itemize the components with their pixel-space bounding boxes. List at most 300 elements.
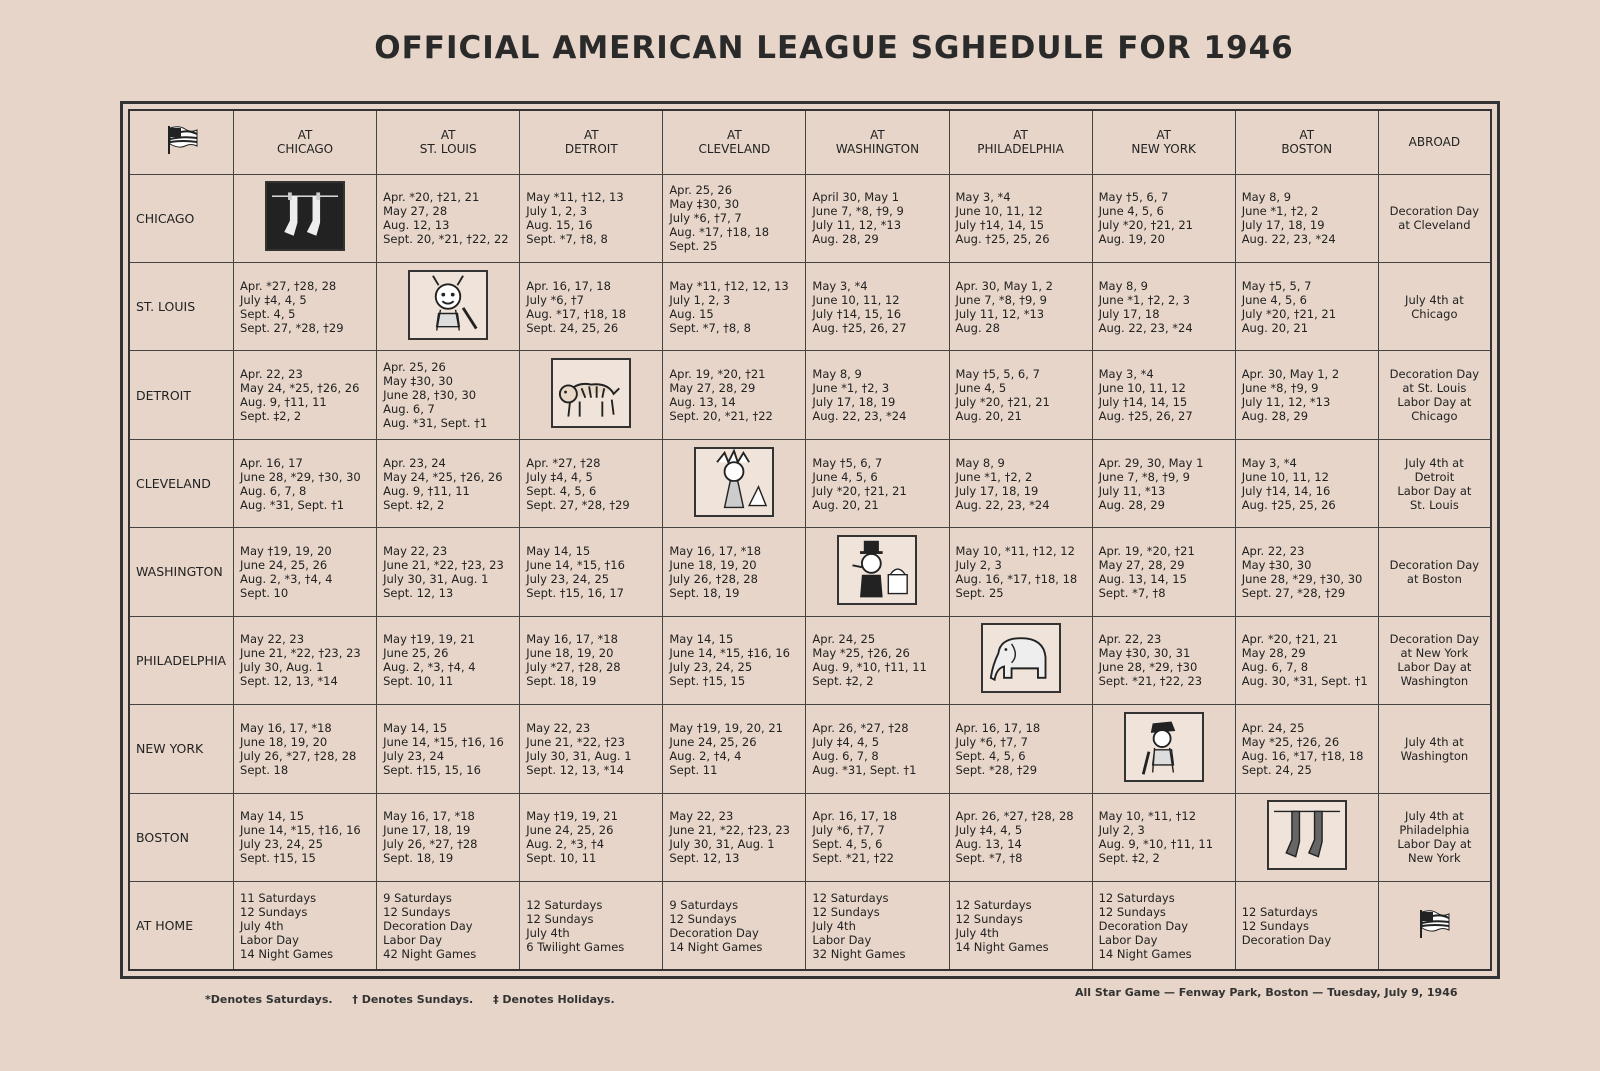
game-date-line: July 26, †28, 28: [669, 571, 758, 586]
game-date-line: July 2, 3: [1098, 823, 1145, 838]
mascot-cell: [234, 174, 377, 262]
game-date-line: Aug. *31, Sept. †1: [383, 416, 488, 431]
game-date-line: Aug. 12, 13: [383, 218, 450, 233]
home-summary-line: 9 Saturdays: [669, 897, 739, 912]
game-dates-cell: [806, 793, 949, 881]
game-dates-cell: [377, 439, 520, 527]
game-date-line: Sept. †15, 15, 16: [383, 762, 481, 777]
game-date-line: July *6, †7, 7: [955, 734, 1028, 749]
game-date-line: June 28, *29, †30, 30: [1241, 571, 1363, 586]
column-header-chicago: [234, 110, 377, 174]
abroad-line: Labor Day at: [1397, 660, 1472, 675]
game-date-line: June 28, *29, †30: [1098, 660, 1198, 675]
schedule-row-cleveland: [129, 439, 1491, 527]
game-date-line: May 24, *25, †26, 26: [240, 381, 360, 396]
flag-cell: [1378, 882, 1491, 971]
game-date-line: May †19, 19, 21: [383, 632, 475, 647]
schedule-row-new-york: [129, 705, 1491, 793]
game-date-line: July 26, *27, †28: [383, 837, 478, 852]
game-date-line: Sept. 25: [669, 239, 718, 254]
all-star-note: All Star Game — Fenway Park, Boston — Tuesday, July 9, 1946: [1075, 986, 1458, 999]
game-date-line: Sept. *28, †29: [955, 762, 1038, 777]
game-date-line: June 7, *8, †9, 9: [812, 204, 904, 219]
game-dates-cell: [806, 174, 949, 262]
game-date-line: Apr. 22, 23: [240, 367, 303, 382]
game-date-line: May 22, 23: [526, 720, 591, 735]
abroad-line: Decoration Day: [1389, 632, 1480, 647]
game-date-line: June 24, 25, 26: [526, 823, 614, 838]
abroad-cell: [1378, 705, 1491, 793]
game-date-line: Aug. 13, 14: [669, 395, 736, 410]
game-date-line: Sept. 10, 11: [383, 674, 454, 689]
game-date-line: July *20, †21, 21: [955, 395, 1050, 410]
game-date-line: May 16, 17, *18: [669, 543, 762, 558]
game-date-line: June *1, †2, 2: [1241, 204, 1319, 219]
row-header: CHICAGO: [129, 174, 234, 262]
game-date-line: Sept. 27, *28, †29: [526, 497, 630, 512]
game-date-line: May 22, 23: [669, 809, 734, 824]
game-dates-cell: [377, 351, 520, 439]
game-dates-cell: [520, 528, 663, 616]
game-date-line: June 18, 19, 20: [669, 557, 757, 572]
game-date-line: May †5, 5, 6, 7: [955, 367, 1040, 382]
game-dates-cell: [663, 528, 806, 616]
game-date-line: Sept. 12, 13, *14: [240, 674, 338, 689]
game-date-line: July ‡4, 4, 5: [955, 823, 1023, 838]
game-dates-cell: [806, 351, 949, 439]
game-date-line: June 28, *29, †30, 30: [240, 469, 361, 484]
abroad-line: Decoration Day: [1389, 557, 1480, 572]
game-date-line: Apr. 30, May 1, 2: [1241, 367, 1340, 382]
column-header-at: AT: [727, 128, 742, 143]
abroad-cell: [1378, 174, 1491, 262]
home-summary-cell: [949, 882, 1092, 971]
abroad-line: Decoration Day: [1389, 204, 1480, 219]
column-header-team: DETROIT: [564, 142, 618, 157]
game-date-line: May 8, 9: [1098, 278, 1148, 293]
game-date-line: May ‡30, 30, 31: [1098, 646, 1191, 661]
game-date-line: June 21, *22, †23: [526, 734, 625, 749]
game-date-line: June 14, *15, †16, 16: [383, 734, 504, 749]
game-date-line: June 4, 5, 6: [812, 469, 878, 484]
home-summary-line: Decoration Day: [1098, 918, 1189, 933]
game-dates-cell: [377, 174, 520, 262]
game-date-line: Aug. 9, †11, 11: [240, 395, 327, 410]
game-date-line: July 30, 31, Aug. 1: [526, 748, 632, 763]
game-date-line: Sept. 27, *28, †29: [1241, 585, 1346, 600]
game-date-line: June 7, *8, †9, 9: [955, 292, 1047, 307]
legend-sundays: † Denotes Sundays.: [352, 993, 474, 1006]
game-date-line: July *20, †21, 21: [1241, 306, 1337, 321]
game-date-line: May 27, 28, 29: [1098, 557, 1185, 572]
game-date-line: Sept. *7, †8, 8: [526, 232, 608, 247]
game-date-line: May 8, 9: [955, 455, 1005, 470]
game-date-line: Aug. 30, *31, Sept. †1: [1241, 674, 1368, 689]
game-date-line: July †14, 15, 16: [812, 306, 902, 321]
home-summary-line: July 4th: [526, 925, 570, 940]
game-date-line: Apr. 16, 17: [240, 455, 303, 470]
column-header-team: ST. LOUIS: [419, 142, 477, 157]
row-header: CLEVELAND: [129, 439, 234, 527]
game-date-line: July 23, 24, 25: [669, 660, 753, 675]
game-dates-cell: [234, 616, 377, 704]
game-date-line: May 10, *11, †12: [1098, 809, 1197, 824]
home-summary-line: 14 Night Games: [955, 939, 1049, 954]
game-dates-cell: [949, 174, 1092, 262]
game-date-line: July †14, 14, 15: [1098, 395, 1188, 410]
game-date-line: Aug. 2, *3, †4, 4: [383, 660, 476, 675]
abroad-line: Chicago: [1411, 306, 1458, 321]
game-date-line: Apr. 30, May 1, 2: [955, 278, 1053, 293]
game-date-line: Sept. *7, †8: [955, 851, 1023, 866]
game-dates-cell: [1092, 616, 1235, 704]
game-dates-cell: [1235, 351, 1378, 439]
indian-icon: [694, 447, 774, 517]
game-date-line: Aug. *17, †18, 18: [526, 306, 627, 321]
home-summary-line: 11 Saturdays: [240, 890, 317, 905]
schedule-row-boston: [129, 793, 1491, 881]
game-date-line: June 4, 5, 6: [1241, 292, 1307, 307]
home-summary-line: 12 Sundays: [812, 904, 880, 919]
game-date-line: Sept. 12, 13, *14: [526, 762, 624, 777]
game-date-line: June 25, 26: [383, 646, 449, 661]
game-date-line: Apr. 16, 17, 18: [955, 720, 1041, 735]
home-summary-line: Labor Day: [240, 932, 299, 947]
game-date-line: May 16, 17, *18: [240, 720, 332, 735]
game-date-line: Sept. 18, 19: [526, 674, 597, 689]
game-date-line: May †19, 19, 20, 21: [669, 720, 783, 735]
game-date-line: Aug. *31, Sept. †1: [812, 762, 917, 777]
home-summary-line: 32 Night Games: [812, 946, 906, 961]
abroad-line: Labor Day at: [1397, 483, 1472, 498]
game-date-line: Aug. 20, 21: [812, 497, 879, 512]
column-header-at: AT: [297, 128, 313, 143]
game-date-line: July ‡4, 4, 5: [240, 292, 307, 307]
game-date-line: Sept. 18, 19: [383, 851, 454, 866]
home-summary-cell: [520, 882, 663, 971]
game-date-line: July ‡4, 4, 5: [526, 469, 593, 484]
game-dates-cell: [520, 793, 663, 881]
game-date-line: Sept. ‡2, 2: [1098, 851, 1160, 866]
abroad-line: Washington: [1400, 748, 1469, 763]
game-date-line: Sept. 12, 13: [669, 851, 740, 866]
column-header-at: AT: [1156, 128, 1171, 143]
game-dates-cell: [1235, 174, 1378, 262]
game-date-line: June 10, 11, 12: [955, 204, 1043, 219]
game-date-line: Apr. 25, 26: [669, 183, 733, 198]
game-date-line: Sept. 4, 5, 6: [526, 483, 597, 498]
schedule-row-st-louis: [129, 262, 1491, 350]
game-date-line: July *6, †7, 7: [812, 823, 885, 838]
game-date-line: June 14, *15, †16: [526, 557, 625, 572]
game-date-line: Aug. 28, 29: [812, 232, 879, 247]
legend: [205, 993, 631, 1006]
game-dates-cell: [1235, 262, 1378, 350]
game-date-line: Apr. *20, †21, 21: [1241, 632, 1338, 647]
game-dates-cell: [806, 262, 949, 350]
game-date-line: June 21, *22, †23, 23: [240, 646, 361, 661]
game-date-line: Apr. 23, 24: [383, 455, 446, 470]
game-date-line: Sept. *21, †22: [812, 851, 894, 866]
corner-flag-cell: [129, 110, 234, 174]
home-summary-line: Labor Day: [383, 932, 443, 947]
abroad-cell: [1378, 262, 1491, 350]
at-home-row: [129, 882, 1491, 971]
game-dates-cell: [520, 705, 663, 793]
game-date-line: June *1, †2, 2: [955, 469, 1033, 484]
column-header-team: BOSTON: [1281, 142, 1333, 157]
game-date-line: Sept. ‡2, 2: [383, 497, 445, 512]
column-header-cleveland: [663, 110, 806, 174]
game-date-line: Aug. 22, 23, *24: [1241, 232, 1336, 247]
game-date-line: July *6, †7: [526, 292, 584, 307]
game-date-line: July 1, 2, 3: [526, 204, 588, 219]
home-summary-line: 12 Sundays: [669, 911, 737, 926]
game-date-line: Aug. 22, 23, *24: [1098, 320, 1193, 335]
game-date-line: May †5, 5, 7: [1241, 278, 1312, 293]
game-date-line: July 23, 24, 25: [240, 837, 323, 852]
game-dates-cell: [377, 793, 520, 881]
game-date-line: Sept. 18, 19: [669, 585, 740, 600]
game-date-line: Aug. 9, *10, †11, 11: [812, 660, 927, 675]
game-dates-cell: [663, 262, 806, 350]
game-date-line: Sept. 10, 11: [526, 851, 597, 866]
game-dates-cell: [377, 528, 520, 616]
game-date-line: Aug. †25, 25, 26: [955, 232, 1050, 247]
game-date-line: July *20, †21, 21: [1098, 218, 1193, 233]
game-date-line: May ‡30, 30: [669, 197, 740, 212]
legend-saturdays: *Denotes Saturdays.: [205, 993, 333, 1006]
game-dates-cell: [520, 616, 663, 704]
game-dates-cell: [377, 705, 520, 793]
game-date-line: Apr. 26, *27, †28, 28: [955, 809, 1074, 824]
game-date-line: Aug. 13, 14, 15: [1098, 571, 1187, 586]
game-date-line: May 14, 15: [240, 809, 305, 824]
home-summary-line: Labor Day: [1098, 932, 1158, 947]
game-date-line: Sept. *21, †22, 23: [1098, 674, 1203, 689]
game-date-line: July 30, Aug. 1: [240, 660, 324, 675]
game-date-line: Sept. ‡2, 2: [240, 409, 302, 424]
game-date-line: May 3, *4: [1241, 455, 1297, 470]
game-date-line: July *20, †21, 21: [812, 483, 907, 498]
game-date-line: Sept. 24, 25, 26: [526, 320, 619, 335]
game-date-line: Aug. 16, *17, †18, 18: [1241, 748, 1364, 763]
game-dates-cell: [520, 439, 663, 527]
game-date-line: July 23, 24: [383, 748, 445, 763]
game-date-line: Aug. 2, *3, †4: [526, 837, 605, 852]
game-date-line: June *1, †2, 2, 3: [1098, 292, 1190, 307]
column-header-at: AT: [583, 128, 599, 143]
home-summary-line: 12 Sundays: [1098, 904, 1166, 919]
home-summary-line: 12 Sundays: [955, 911, 1023, 926]
game-date-line: Aug. 6, 7, 8: [1241, 660, 1309, 675]
game-date-line: June 24, 25, 26: [669, 734, 757, 749]
game-dates-cell: [949, 705, 1092, 793]
game-date-line: July *6, †7, 7: [669, 211, 742, 226]
column-header-at: AT: [1013, 128, 1028, 143]
game-date-line: Apr. 19, *20, †21: [669, 367, 766, 382]
game-date-line: Aug. 28, 29: [1098, 497, 1165, 512]
game-date-line: Aug. 20, 21: [955, 409, 1022, 424]
game-date-line: Sept. 4, 5, 6: [955, 748, 1026, 763]
schedule-row-chicago: [129, 174, 1491, 262]
game-date-line: Apr. 16, 17, 18: [812, 809, 898, 824]
game-dates-cell: [1092, 793, 1235, 881]
game-dates-cell: [1092, 528, 1235, 616]
game-date-line: July 17, 18, 19: [1241, 218, 1325, 233]
column-header-detroit: [520, 110, 663, 174]
game-dates-cell: [663, 616, 806, 704]
game-date-line: Aug. 6, 7, 8: [812, 748, 879, 763]
game-date-line: June 14, *15, †16, 16: [240, 823, 361, 838]
game-date-line: Aug. 6, 7: [383, 402, 435, 417]
home-summary-cell: [663, 882, 806, 971]
game-date-line: Sept. 24, 25: [1241, 762, 1312, 777]
abroad-line: Philadelphia: [1399, 823, 1470, 838]
row-header: WASHINGTON: [129, 528, 234, 616]
game-date-line: Apr. 29, 30, May 1: [1098, 455, 1204, 470]
game-date-line: Aug. †25, 26, 27: [812, 320, 907, 335]
game-date-line: June 4, 5, 6: [1098, 204, 1164, 219]
game-date-line: May 8, 9: [812, 367, 862, 382]
home-summary-line: 12 Saturdays: [1241, 904, 1318, 919]
game-date-line: Aug. 22, 23, *24: [955, 497, 1050, 512]
mascot-cell: [806, 528, 949, 616]
home-summary-line: Decoration Day: [383, 918, 473, 933]
abroad-line: July 4th at: [1405, 455, 1464, 470]
abroad-line: at Boston: [1406, 571, 1462, 586]
game-date-line: July 17, 18: [1098, 306, 1160, 321]
game-dates-cell: [663, 793, 806, 881]
header-row: [129, 110, 1491, 174]
game-date-line: Aug. 22, 23, *24: [812, 409, 907, 424]
game-date-line: Aug. 19, 20: [1098, 232, 1165, 247]
game-date-line: Aug. 6, 7, 8: [240, 483, 307, 498]
game-date-line: Apr. 24, 25: [812, 632, 876, 647]
game-dates-cell: [949, 528, 1092, 616]
abroad-line: at Cleveland: [1398, 218, 1471, 233]
game-date-line: Aug. 9, *10, †11, 11: [1098, 837, 1214, 852]
game-date-line: May ‡30, 30: [1241, 557, 1312, 572]
game-dates-cell: [1235, 616, 1378, 704]
game-date-line: June 18, 19, 20: [240, 734, 328, 749]
game-date-line: June 14, *15, ‡16, 16: [669, 646, 790, 661]
mascot-cell: [663, 439, 806, 527]
game-date-line: June *1, †2, 3: [812, 381, 890, 396]
game-date-line: Aug. 2, †4, 4: [669, 748, 742, 763]
game-date-line: May 16, 17, *18: [526, 632, 618, 647]
white-sox-icon: [265, 181, 345, 251]
game-dates-cell: [234, 705, 377, 793]
home-summary-line: 12 Saturdays: [955, 897, 1032, 912]
game-date-line: June 18, 19, 20: [526, 646, 614, 661]
game-date-line: July 30, 31, Aug. 1: [383, 571, 489, 586]
game-date-line: May 3, *4: [1098, 367, 1154, 382]
game-date-line: Aug. 28: [955, 320, 1000, 335]
game-date-line: June 21, *22, †23, 23: [669, 823, 790, 838]
game-date-line: Sept. †15, 16, 17: [526, 585, 624, 600]
game-date-line: Sept. *7, †8: [1098, 585, 1166, 600]
game-date-line: July 11, 12, *13: [812, 218, 902, 233]
row-header: BOSTON: [129, 793, 234, 881]
mascot-cell: [949, 616, 1092, 704]
game-date-line: June 21, *22, †23, 23: [383, 557, 504, 572]
game-date-line: July 17, 18, 19: [955, 483, 1039, 498]
game-date-line: May 14, 15: [526, 543, 591, 558]
abroad-cell: [1378, 351, 1491, 439]
row-header: PHILADELPHIA: [129, 616, 234, 704]
game-date-line: Aug. 15, 16: [526, 218, 593, 233]
game-date-line: June 10, 11, 12: [812, 292, 900, 307]
abroad-cell: [1378, 528, 1491, 616]
abroad-line: Labor Day at: [1397, 837, 1472, 852]
home-summary-line: July 4th: [955, 925, 999, 940]
game-date-line: May 22, 23: [383, 543, 448, 558]
home-summary-cell: [234, 882, 377, 971]
game-date-line: July 1, 2, 3: [669, 292, 731, 307]
game-dates-cell: [949, 439, 1092, 527]
schedule-frame: [120, 101, 1500, 979]
game-date-line: May ‡30, 30: [383, 374, 453, 389]
elephant-icon: [981, 623, 1061, 693]
game-date-line: May †5, 6, 7: [1098, 190, 1169, 205]
column-header-team: PHILADELPHIA: [977, 142, 1064, 157]
abroad-line: Chicago: [1411, 409, 1458, 424]
game-date-line: Aug. 15: [669, 306, 714, 321]
game-date-line: Apr. 24, 25: [1241, 720, 1305, 735]
game-date-line: Sept. 20, *21, †22: [669, 409, 773, 424]
game-date-line: June 4, 5: [955, 381, 1007, 396]
abroad-cell: [1378, 439, 1491, 527]
game-dates-cell: [1092, 351, 1235, 439]
game-date-line: June 24, 25, 26: [240, 557, 328, 572]
game-date-line: May 14, 15: [669, 632, 734, 647]
game-date-line: Apr. 22, 23: [1241, 543, 1305, 558]
game-date-line: Sept. 25: [955, 585, 1004, 600]
game-date-line: Sept. *7, †8, 8: [669, 320, 751, 335]
game-date-line: June *8, †9, 9: [1241, 381, 1319, 396]
game-date-line: Aug. *17, †18, 18: [669, 225, 770, 240]
game-dates-cell: [520, 174, 663, 262]
game-dates-cell: [806, 705, 949, 793]
game-date-line: Apr. *20, †21, 21: [383, 190, 480, 205]
game-date-line: Apr. 26, *27, †28: [812, 720, 909, 735]
game-dates-cell: [1235, 705, 1378, 793]
column-header-at: AT: [1299, 128, 1315, 143]
game-date-line: June 17, 18, 19: [383, 823, 471, 838]
game-dates-cell: [520, 262, 663, 350]
game-dates-cell: [949, 793, 1092, 881]
game-date-line: Sept. 20, *21, †22, 22: [383, 232, 509, 247]
game-date-line: June 7, *8, †9, 9: [1098, 469, 1190, 484]
red-sox-icon: [1267, 800, 1347, 870]
home-summary-line: Decoration Day: [669, 925, 759, 940]
game-date-line: Sept. 27, *28, †29: [240, 320, 344, 335]
column-header-new-york: [1092, 110, 1235, 174]
game-date-line: July 30, 31, Aug. 1: [669, 837, 775, 852]
game-date-line: May 24, *25, †26, 26: [383, 469, 503, 484]
home-summary-line: Labor Day: [812, 932, 872, 947]
game-dates-cell: [234, 793, 377, 881]
game-dates-cell: [1235, 439, 1378, 527]
row-header: AT HOME: [129, 882, 234, 971]
game-dates-cell: [663, 351, 806, 439]
abroad-line: St. Louis: [1409, 497, 1459, 512]
abroad-line: New York: [1408, 851, 1461, 866]
column-header-st-louis: [377, 110, 520, 174]
home-summary-line: 14 Night Games: [1098, 946, 1192, 961]
game-date-line: Sept. 18: [240, 762, 289, 777]
